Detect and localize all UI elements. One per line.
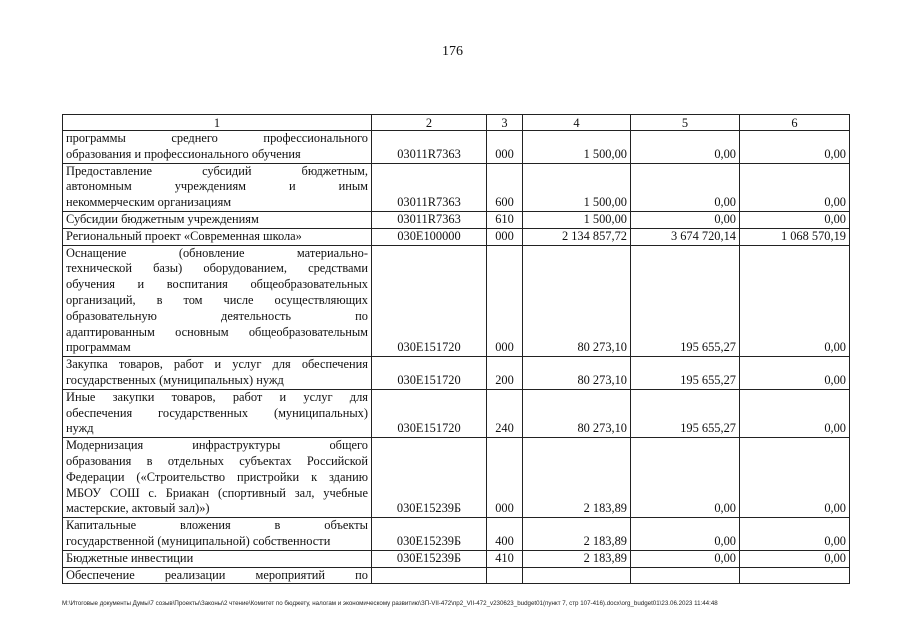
- amount-col4: 80 273,10: [523, 245, 631, 357]
- amount-col5: 0,00: [631, 163, 740, 211]
- target-article-code: 030E151720: [372, 389, 487, 437]
- amount-col4: 2 134 857,72: [523, 228, 631, 245]
- target-article-code: [372, 567, 487, 584]
- row-name-line: Оснащение (обновление материально-: [66, 245, 368, 260]
- amount-col5: 0,00: [631, 131, 740, 164]
- amount-col6: 0,00: [740, 163, 850, 211]
- target-article-code: 030E15239Б: [372, 518, 487, 551]
- row-name-line: образования в отдельных субъектах Российской: [66, 453, 368, 468]
- target-article-code: 03011R7363: [372, 131, 487, 164]
- page-number: 176: [442, 44, 463, 59]
- row-name-line: образовательную деятельность по: [66, 308, 368, 323]
- column-header-1: 1: [63, 115, 372, 131]
- table-header-row: [63, 115, 850, 131]
- row-name-line: технической базы) оборудованием, средствами: [66, 261, 368, 276]
- expense-type-code: 600: [487, 163, 523, 211]
- target-article-code: 030E100000: [372, 228, 487, 245]
- target-article-code: 030E15239Б: [372, 550, 487, 567]
- row-name-line: обучения и воспитания общеобразовательных: [66, 277, 368, 292]
- row-name-line: государственных (муниципальных) нужд: [66, 372, 284, 387]
- table-row: [63, 438, 850, 518]
- row-name-line: обеспечения государственных (муниципальных): [66, 405, 368, 420]
- amount-col5: 0,00: [631, 550, 740, 567]
- amount-col4: 80 273,10: [523, 357, 631, 390]
- row-name-line: Региональный проект «Современная школа»: [66, 228, 302, 243]
- row-name-line: Предоставление субсидий бюджетным,: [66, 163, 368, 178]
- target-article-code: 03011R7363: [372, 211, 487, 228]
- amount-col6: 0,00: [740, 357, 850, 390]
- row-name: [63, 518, 372, 551]
- expense-type-code: 000: [487, 228, 523, 245]
- row-name-line: государственной (муниципальной) собственности: [66, 533, 331, 548]
- amount-col5: 195 655,27: [631, 245, 740, 357]
- expense-type-code: [487, 567, 523, 584]
- target-article-code: 030E15239Б: [372, 438, 487, 518]
- expense-type-code: 000: [487, 245, 523, 357]
- expense-type-code: 400: [487, 518, 523, 551]
- row-name: [63, 389, 372, 437]
- table-row: [63, 357, 850, 390]
- table-row: [63, 228, 850, 245]
- row-name-line: Капитальные вложения в объекты: [66, 518, 368, 533]
- column-header-4: 4: [523, 115, 631, 131]
- amount-col6: 0,00: [740, 438, 850, 518]
- column-header-2: 2: [372, 115, 487, 131]
- column-header-5: 5: [631, 115, 740, 131]
- amount-col5: 0,00: [631, 518, 740, 551]
- row-name-line: Иные закупки товаров, работ и услуг для: [66, 389, 368, 404]
- table-row: [63, 567, 850, 584]
- amount-col6: 0,00: [740, 131, 850, 164]
- expense-type-code: 000: [487, 438, 523, 518]
- amount-col5: 0,00: [631, 438, 740, 518]
- row-name: [63, 438, 372, 518]
- table-row: [63, 518, 850, 551]
- row-name-line: автономным учреждениям и иным: [66, 179, 368, 194]
- amount-col6: 0,00: [740, 389, 850, 437]
- budget-table-body: [63, 115, 850, 584]
- row-name-line: адаптированным основным общеобразовательным: [66, 324, 368, 339]
- table-row: [63, 163, 850, 211]
- expense-type-code: 410: [487, 550, 523, 567]
- amount-col5: 0,00: [631, 211, 740, 228]
- amount-col6: 0,00: [740, 518, 850, 551]
- row-name-line: программам: [66, 340, 131, 355]
- row-name: [63, 211, 372, 228]
- table-row: [63, 550, 850, 567]
- row-name-line: образования и профессионального обучения: [66, 146, 301, 161]
- amount-col4: 2 183,89: [523, 550, 631, 567]
- amount-col5: 195 655,27: [631, 389, 740, 437]
- row-name: [63, 228, 372, 245]
- table-row: [63, 131, 850, 164]
- amount-col4: 1 500,00: [523, 131, 631, 164]
- row-name-line: мастерские, актовый зал)»): [66, 501, 210, 516]
- document-file-path: M:\Итоговые документы Думы\7 созыв\Проекты\Законы\2 чтение\Комитет по бюджету, налогам и экономическому развитию\ЗП-VII-472\пр2_VII-472_v230623_budget01(пункт 7, стр 107-416).docx\org_budget01\23.06.2023 11:44:48: [62, 600, 718, 607]
- target-article-code: 030E151720: [372, 357, 487, 390]
- amount-col6: 0,00: [740, 550, 850, 567]
- row-name: [63, 567, 372, 584]
- column-header-3: 3: [487, 115, 523, 131]
- target-article-code: 03011R7363: [372, 163, 487, 211]
- amount-col5: [631, 567, 740, 584]
- row-name-line: Модернизация инфраструктуры общего: [66, 438, 368, 453]
- amount-col5: 3 674 720,14: [631, 228, 740, 245]
- amount-col4: 2 183,89: [523, 438, 631, 518]
- amount-col6: 0,00: [740, 245, 850, 357]
- table-row: [63, 389, 850, 437]
- column-header-6: 6: [740, 115, 850, 131]
- row-name: [63, 163, 372, 211]
- row-name-line: Закупка товаров, работ и услуг для обеспечения: [66, 357, 368, 372]
- row-name: [63, 245, 372, 357]
- row-name-line: организаций, в том числе осуществляющих: [66, 292, 368, 307]
- amount-col6: [740, 567, 850, 584]
- budget-table: [62, 114, 850, 584]
- expense-type-code: 200: [487, 357, 523, 390]
- amount-col5: 195 655,27: [631, 357, 740, 390]
- row-name-line: Субсидии бюджетным учреждениям: [66, 211, 259, 226]
- row-name: [63, 357, 372, 390]
- amount-col6: 0,00: [740, 211, 850, 228]
- row-name-line: некоммерческим организациям: [66, 195, 232, 210]
- row-name-line: МБОУ СОШ с. Бриакан (спортивный зал, учебные: [66, 485, 368, 500]
- expense-type-code: 000: [487, 131, 523, 164]
- amount-col4: [523, 567, 631, 584]
- table-row: [63, 245, 850, 357]
- amount-col4: 1 500,00: [523, 211, 631, 228]
- expense-type-code: 610: [487, 211, 523, 228]
- row-name: [63, 550, 372, 567]
- expense-type-code: 240: [487, 389, 523, 437]
- amount-col6: 1 068 570,19: [740, 228, 850, 245]
- target-article-code: 030E151720: [372, 245, 487, 357]
- row-name: [63, 131, 372, 164]
- row-name-line: Бюджетные инвестиции: [66, 550, 194, 565]
- row-name-line: Федерации («Строительство пристройки к зданию: [66, 469, 368, 484]
- row-name-line: нужд: [66, 421, 94, 436]
- row-name-line: программы среднего профессионального: [66, 131, 368, 145]
- amount-col4: 80 273,10: [523, 389, 631, 437]
- row-name-line: Обеспечение реализации мероприятий по: [66, 567, 368, 582]
- amount-col4: 2 183,89: [523, 518, 631, 551]
- table-row: [63, 211, 850, 228]
- amount-col4: 1 500,00: [523, 163, 631, 211]
